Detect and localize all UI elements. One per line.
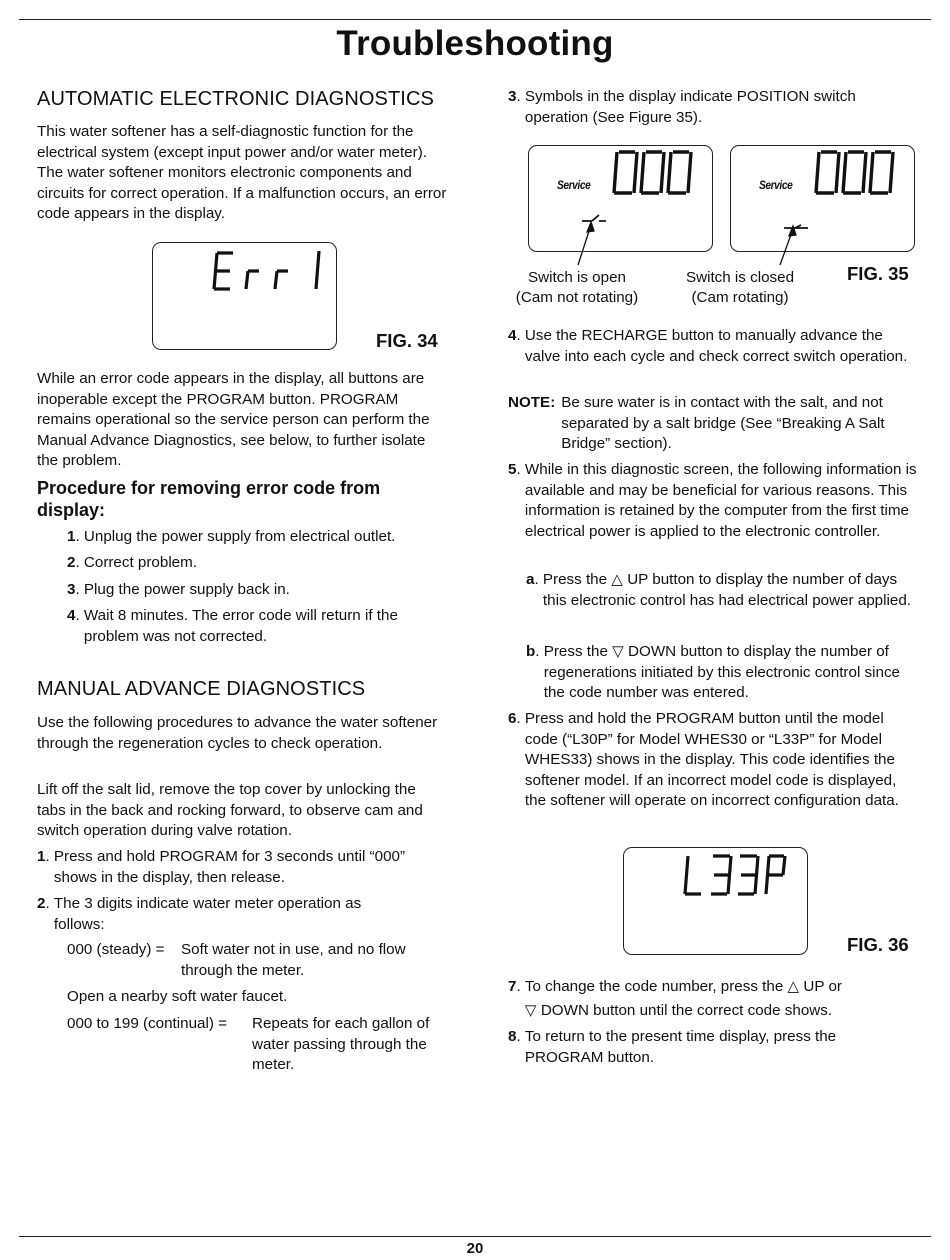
service-label: Service bbox=[759, 178, 793, 192]
manual-step-2: 2. The 3 digits indicate water meter operation as follows: bbox=[37, 895, 362, 933]
steady-text: Soft water not in use, and no flow through the meter. bbox=[181, 941, 406, 979]
up-triangle-icon: △ bbox=[787, 978, 800, 995]
manual-diagnostics-heading: MANUAL ADVANCE DIAGNOSTICS bbox=[37, 678, 366, 700]
fig35-pointers bbox=[560, 210, 810, 270]
fig34-label: FIG. 34 bbox=[376, 330, 438, 351]
step-6: 6. Press and hold the PROGRAM button until the model code (“L30P” for Model WHES30 or “L33P” for Model WHES33) shows in the display. This code identifies the softener model. If an incorrect model code is displayed, the softener will operate on incorrect configuration data. bbox=[508, 710, 899, 809]
down-triangle-icon: ▽ bbox=[524, 1002, 537, 1019]
manual-step-1: 1. Press and hold PROGRAM for 3 seconds until “000” shows in the display, then release. bbox=[37, 848, 406, 886]
automatic-diagnostics-intro: This water softener has a self-diagnostic function for the electrical system (except input power and/or water meter). The water softener monitors electronic components and circuits for correct operation. If a malfunction occurs, an error code appears in the display. bbox=[37, 123, 447, 222]
step-5: 5. While in this diagnostic screen, the following information is available and may be beneficial for various reasons. This information is retained by the computer from the first time electrical power is applied to the electronic controller. bbox=[508, 461, 917, 540]
procedure-step-2: 2. Correct problem. bbox=[67, 554, 198, 571]
bottom-rule bbox=[19, 1236, 931, 1237]
procedure-step-1: 1. Unplug the power supply from electrical outlet. bbox=[67, 528, 396, 545]
fig34-display bbox=[152, 242, 337, 350]
page-number: 20 bbox=[466, 1240, 484, 1257]
fig36-label: FIG. 36 bbox=[847, 934, 909, 955]
top-rule bbox=[19, 19, 931, 20]
fig35-label: FIG. 35 bbox=[847, 263, 909, 284]
procedure-heading: Procedure for removing error code from display: bbox=[37, 478, 381, 520]
manual-intro: Use the following procedures to advance the water softener through the regeneration cycles to check operation. bbox=[37, 714, 438, 752]
continual-label: 000 to 199 (continual) = bbox=[67, 1015, 228, 1032]
faucet-instruction: Open a nearby soft water faucet. bbox=[67, 988, 288, 1005]
step-8: 8. To return to the present time display, press the PROGRAM button. bbox=[508, 1028, 837, 1066]
step-3: 3. Symbols in the display indicate POSITION switch operation (See Figure 35). bbox=[508, 88, 856, 126]
automatic-diagnostics-heading: AUTOMATIC ELECTRONIC DIAGNOSTICS bbox=[37, 88, 434, 110]
page-title: Troubleshooting bbox=[336, 24, 614, 63]
note: NOTE: Be sure water is in contact with the salt, and not separated by a salt bridge (See “Breaking A Salt Bridge” section). bbox=[508, 394, 885, 452]
fig36-segment-digits bbox=[624, 848, 807, 954]
fig36-display bbox=[623, 847, 808, 955]
switch-closed-caption: Switch is closed (Cam rotating) bbox=[685, 269, 795, 306]
steady-label: 000 (steady) = bbox=[67, 941, 165, 958]
manual-lid-paragraph: Lift off the salt lid, remove the top cover by unlocking the tabs in the back and rocking forward, to observe cam and switch operation during valve rotation. bbox=[37, 781, 423, 839]
step-4: 4. Use the RECHARGE button to manually advance the valve into each cycle and check correct switch operation. bbox=[508, 327, 908, 365]
switch-open-caption: Switch is open (Cam not rotating) bbox=[515, 269, 639, 306]
step-7: 7. To change the code number, press the △ UP or ▽ DOWN button until the correct code shows. bbox=[508, 978, 842, 1019]
procedure-step-3: 3. Plug the power supply back in. bbox=[67, 581, 290, 598]
step-5a: a. Press the △ UP button to display the number of days this electronic control has had electrical power applied. bbox=[526, 571, 911, 609]
step-5b: b. Press the ▽ DOWN button to display the number of regenerations initiated by this electronic control since the code number was entered. bbox=[526, 643, 900, 701]
service-label: Service bbox=[557, 178, 591, 192]
fig34-segment-digits bbox=[153, 243, 336, 349]
error-code-paragraph: While an error code appears in the display, all buttons are inoperable except the PROGRAM button. PROGRAM remains operational so the service person can perform the Manual Advance Diagnostics, see below, to further isolate the problem. bbox=[37, 370, 430, 469]
down-triangle-icon: ▽ bbox=[612, 643, 624, 660]
procedure-step-4: 4. Wait 8 minutes. The error code will return if the problem was not corrected. bbox=[67, 607, 398, 645]
up-triangle-icon: △ bbox=[611, 571, 623, 588]
continual-text: Repeats for each gallon of water passing through the meter. bbox=[252, 1015, 430, 1073]
